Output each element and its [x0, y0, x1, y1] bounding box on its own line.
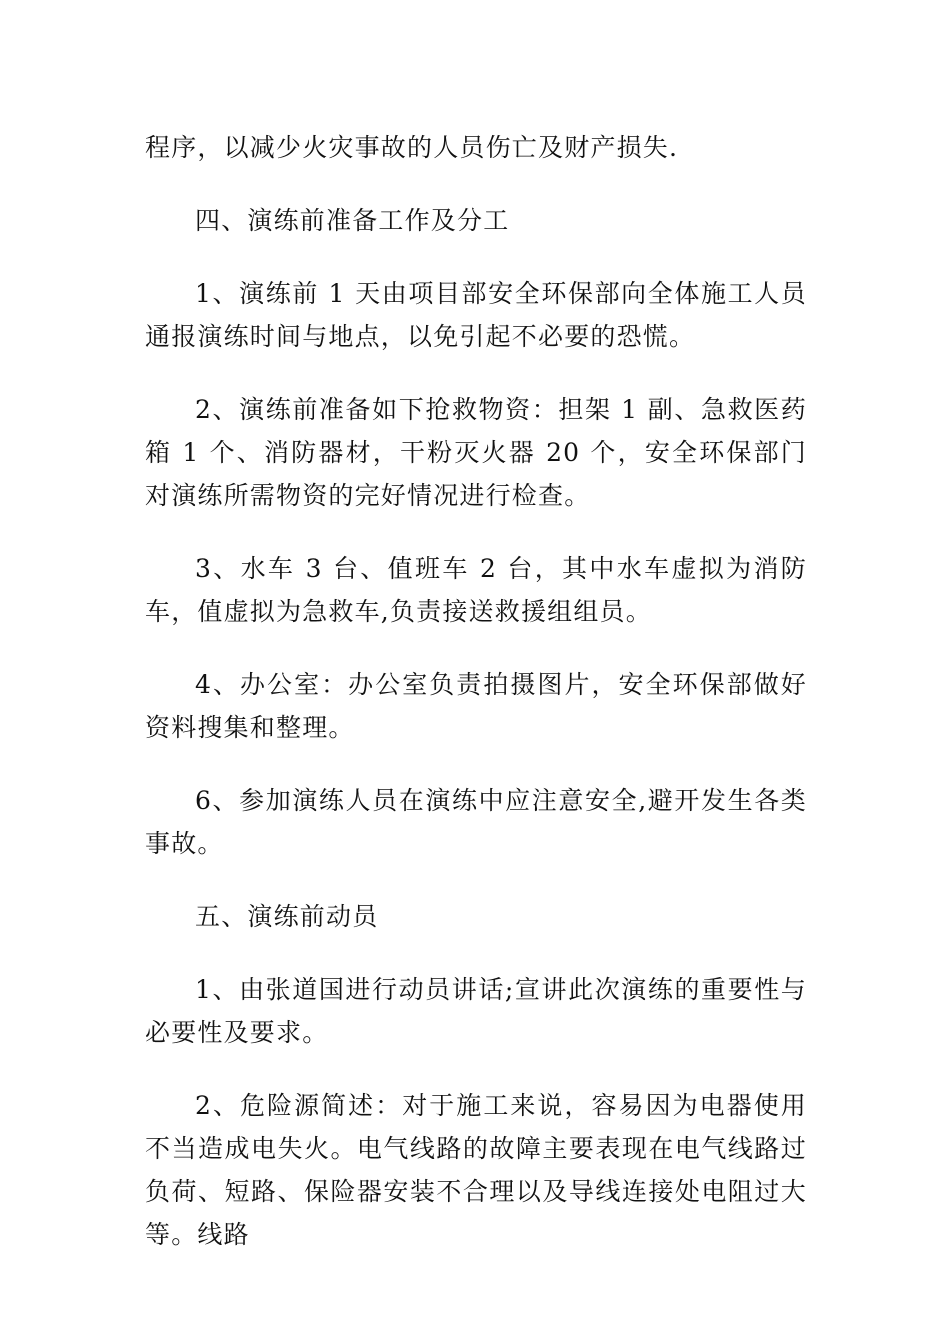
section-heading-5: 五、演练前动员: [195, 902, 379, 931]
paragraph-item-2: 2、演练前准备如下抢救物资：担架 1 副、急救医药箱 1 个、消防器材，干粉灭火器 20 个，安全环保部门对演练所需物资的完好情况进行检查。: [145, 395, 807, 510]
document-body: [145, 126, 807, 1256]
paragraph-item-6: 6、参加演练人员在演练中应注意安全,避开发生各类事故。: [145, 786, 807, 858]
paragraph-item-3: 3、水车 3 台、值班车 2 台，其中水车虚拟为消防车，值虚拟为急救车,负责接送救援组组员。: [145, 554, 807, 626]
paragraph-item-4: 4、办公室：办公室负责拍摄图片，安全环保部做好资料搜集和整理。: [145, 670, 807, 742]
paragraph-item-1: 1、演练前 1 天由项目部安全环保部向全体施工人员通报演练时间与地点，以免引起不必要的恐慌。: [145, 279, 807, 351]
section-heading-4: 四、演练前准备工作及分工: [195, 206, 510, 235]
paragraph-mobilization-1: 1、由张道国进行动员讲话;宣讲此次演练的重要性与必要性及要求。: [145, 975, 807, 1047]
paragraph-mobilization-2: 2、危险源简述：对于施工来说，容易因为电器使用不当造成电失火。电气线路的故障主要表现在电气线路过负荷、短路、保险器安装不合理以及导线连接处电阻过大等。线路: [145, 1091, 807, 1249]
paragraph-continuation: 程序，以减少火灾事故的人员伤亡及财产损失.: [145, 133, 679, 162]
